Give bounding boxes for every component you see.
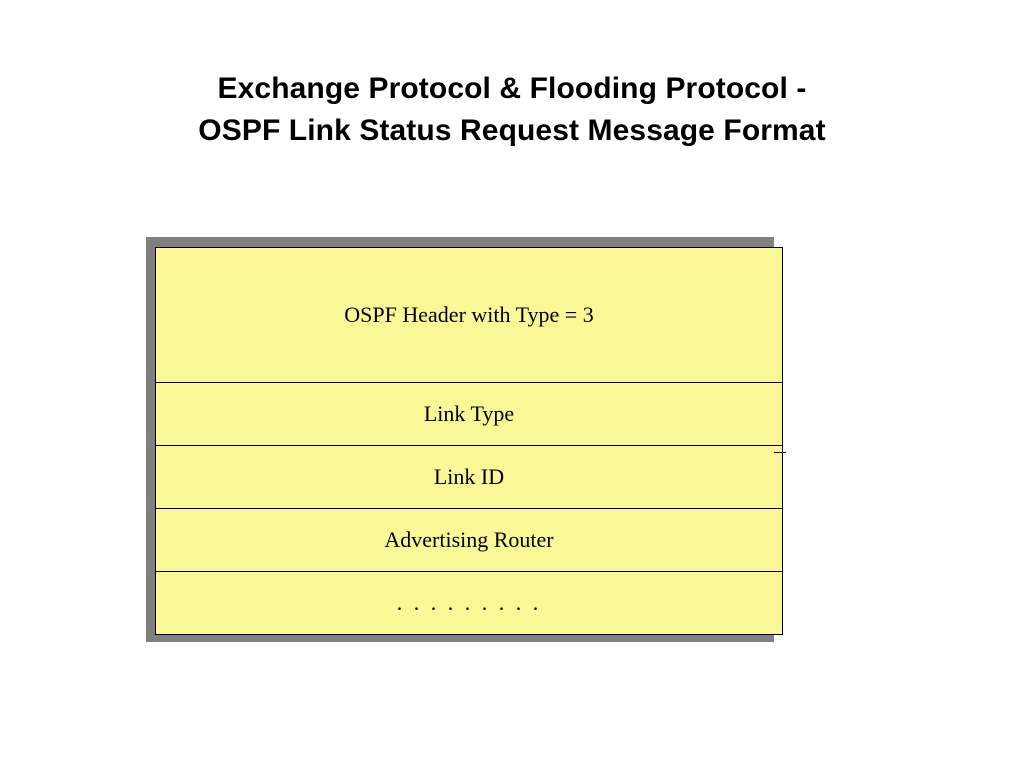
packet-field-link-id: Link ID: [156, 446, 783, 509]
packet-field-continuation: . . . . . . . . .: [156, 572, 783, 635]
table-row: [156, 248, 783, 383]
packet-field-link-type: Link Type: [156, 383, 783, 446]
table-row: [156, 383, 783, 446]
table-row: [156, 572, 783, 635]
page-title-line-1: Exchange Protocol & Flooding Protocol -: [217, 72, 807, 105]
table-row: [156, 446, 783, 509]
page-title: [0, 68, 1024, 152]
table-row: [156, 509, 783, 572]
page-title-line-2: OSPF Link Status Request Message Format: [198, 114, 826, 147]
packet-field-advertising-router: Advertising Router: [156, 509, 783, 572]
packet-field-ospf-header: OSPF Header with Type = 3: [156, 248, 783, 383]
packet-field-table: [155, 247, 783, 635]
packet-format-diagram: [146, 237, 786, 649]
diagram-divider-line: [774, 452, 786, 453]
